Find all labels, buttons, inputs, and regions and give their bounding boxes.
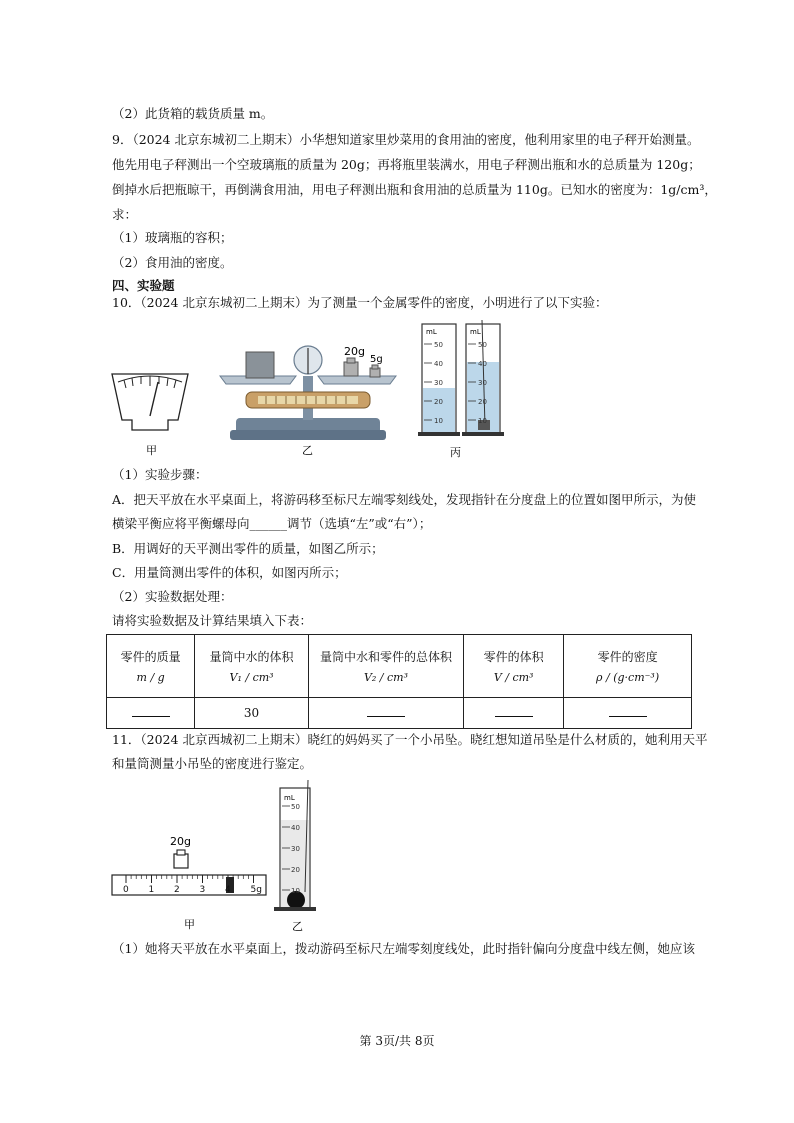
q10-step2-title: （2）实验数据处理：: [112, 589, 233, 604]
cell-mass-blank[interactable]: [107, 698, 195, 729]
label-jia-11: 甲: [184, 918, 195, 931]
q9-part1: （1）玻璃瓶的容积；: [112, 230, 233, 245]
q10-line1: 10．（2024 北京东城初二上期末）为了测量一个金属零件的密度，小明进行了以下实验：: [112, 295, 608, 310]
rider-scale-illustration: [112, 850, 266, 895]
scale-tick-label: 3: [199, 885, 206, 895]
cyl11-unit: mL: [284, 794, 295, 802]
q11-line1: 11．（2024 北京西城初二上期末）晓红的妈妈买了一个小吊坠。晓红想知道吊坠是什么材质的，她利用天平: [112, 732, 708, 747]
scale-tick-label: 0: [123, 885, 129, 895]
q10-step-a2: 横梁平衡应将平衡螺母向______调节（选填“左”或“右”）；: [112, 516, 432, 531]
weight-20g: 20g: [170, 835, 191, 848]
weight-20g-label: 20g: [344, 345, 365, 358]
cylinder-tick-label: 40: [291, 824, 300, 832]
q10-fill-instruction: 请将实验数据及计算结果填入下表：: [112, 613, 313, 628]
page-footer: 第 3页/共 8页: [359, 1034, 435, 1048]
cylinder-tick-label: 30: [291, 845, 300, 853]
cylinder-tick-label: 10: [478, 417, 487, 425]
dial-plate-illustration: [112, 374, 188, 430]
cyl1-unit: mL: [426, 328, 437, 336]
weight-5g-label: 5g: [370, 354, 383, 365]
label-yi-11: 乙: [292, 920, 303, 933]
cylinder-tick-label: 20: [291, 866, 300, 874]
cell-v2-blank[interactable]: [308, 698, 463, 729]
q8-part2: （2）此货箱的载货质量 m。: [112, 106, 274, 121]
cell-v1-value: 30: [195, 698, 309, 729]
cylinder-tick-label: 10: [434, 417, 443, 425]
q11-part1: （1）她将天平放在水平桌面上，拨动游码至标尺左端零刻度线处，此时指针偏向分度盘中线左侧，她应该: [112, 941, 695, 956]
q11-line2: 和量筒测量小吊坠的密度进行鉴定。: [112, 756, 313, 771]
q10-step-b: B．用调好的天平测出零件的质量，如图乙所示；: [112, 541, 384, 556]
cell-density-blank[interactable]: [564, 698, 692, 729]
scale-tick-label: 2: [174, 885, 180, 895]
scale-tick-label: 1: [148, 885, 155, 895]
cylinder-tick-label: 10: [291, 887, 300, 895]
cylinder-tick-label: 50: [434, 341, 443, 349]
cylinder-tick-label: 30: [478, 379, 487, 387]
cylinder-tick-label: 40: [434, 360, 443, 368]
cylinder-tick-label: 20: [478, 398, 487, 406]
label-jia: 甲: [146, 444, 157, 457]
q9-line4: 求：: [112, 207, 138, 222]
q9-line2: 他先用电子秤测出一个空玻璃瓶的质量为 20g；再将瓶里装满水，用电子秤测出瓶和水的总质量为 120g；: [112, 157, 701, 172]
data-table: [106, 634, 692, 729]
header-volume: 零件的体积 V / cm³: [464, 635, 564, 698]
scale-tick-label: 5g: [250, 885, 262, 895]
header-v1: 量筒中水的体积 V₁ / cm³: [195, 635, 309, 698]
label-bing: 丙: [450, 446, 461, 459]
q9-line3: 倒掉水后把瓶晾干，再倒满食用油，用电子秤测出瓶和食用油的总质量为 110g。已知水的密度为：1g/cm³，: [112, 182, 717, 197]
q9-line1: 9．（2024 北京东城初二上期末）小华想知道家里炒菜用的食用油的密度，他利用家里的电子秤开始测量。: [112, 132, 700, 147]
q10-step1-title: （1）实验步骤：: [112, 467, 208, 482]
q10-step-a1: A．把天平放在水平桌面上，将游码移至标尺左端零刻线处，发现指针在分度盘上的位置如图甲所示，为使: [112, 492, 697, 507]
cyl2-unit: mL: [470, 328, 481, 336]
scale-tick-label: 4: [225, 885, 231, 895]
section-heading: 四、实验题: [112, 278, 175, 293]
figure-11: [108, 780, 328, 935]
figure-10: [100, 318, 520, 463]
cylinder-tick-label: 20: [434, 398, 443, 406]
cylinder-tick-label: 40: [478, 360, 487, 368]
label-yi: 乙: [302, 444, 313, 457]
header-v2: 量筒中水和零件的总体积 V₂ / cm³: [308, 635, 463, 698]
q10-step-c: C．用量筒测出零件的体积，如图丙所示；: [112, 565, 347, 580]
cylinder-tick-label: 50: [291, 803, 300, 811]
q9-part2: （2）食用油的密度。: [112, 255, 233, 270]
header-density: 零件的密度 ρ / (g·cm⁻³): [564, 635, 692, 698]
cylinder-tick-label: 30: [434, 379, 443, 387]
header-mass: 零件的质量 m / g: [107, 635, 195, 698]
cylinder-tick-label: 50: [478, 341, 487, 349]
cell-volume-blank[interactable]: [464, 698, 564, 729]
